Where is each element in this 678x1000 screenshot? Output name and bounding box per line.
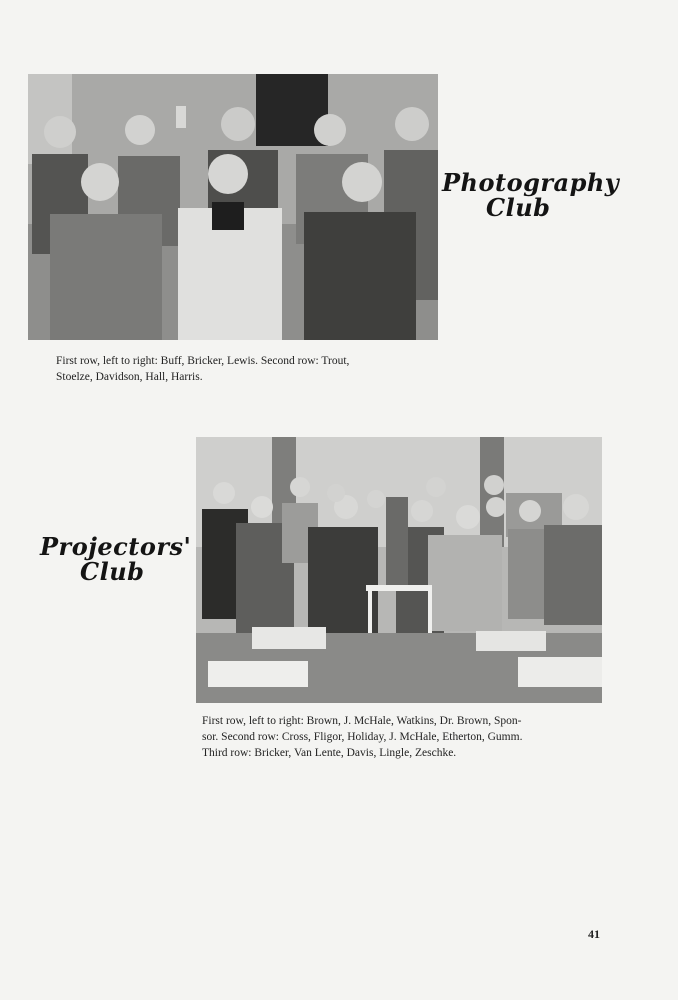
photography-club-photo-illustration — [28, 74, 438, 340]
photography-club-caption-line1: First row, left to right: Buff, Bricker, Lewis. Second row: Trout, — [56, 355, 350, 367]
photography-club-title — [442, 168, 620, 223]
projectors-club-title-line1: Projectors' — [40, 532, 192, 561]
photography-club-title-line1: Photography — [442, 168, 620, 197]
page-number: 41 — [588, 927, 600, 941]
projectors-club-caption-line1: First row, left to right: Brown, J. McHale, Watkins, Dr. Brown, Spon- — [202, 715, 522, 727]
projectors-club-caption-line2: sor. Second row: Cross, Fligor, Holiday, J. McHale, Etherton, Gumm. — [202, 731, 523, 743]
photography-club-caption-line2: Stoelze, Davidson, Hall, Harris. — [56, 371, 203, 383]
projectors-club-title-line2: Club — [80, 557, 145, 587]
projectors-club-caption — [202, 713, 602, 761]
projectors-club-caption-line3: Third row: Bricker, Van Lente, Davis, Lingle, Zeschke. — [202, 747, 457, 759]
projectors-club-photo — [196, 437, 602, 703]
projectors-club-title — [40, 532, 192, 587]
projectors-club-photo-illustration — [196, 437, 602, 703]
photography-club-photo — [28, 74, 438, 340]
photography-club-caption — [56, 353, 436, 385]
photography-club-title-line2: Club — [486, 193, 551, 223]
